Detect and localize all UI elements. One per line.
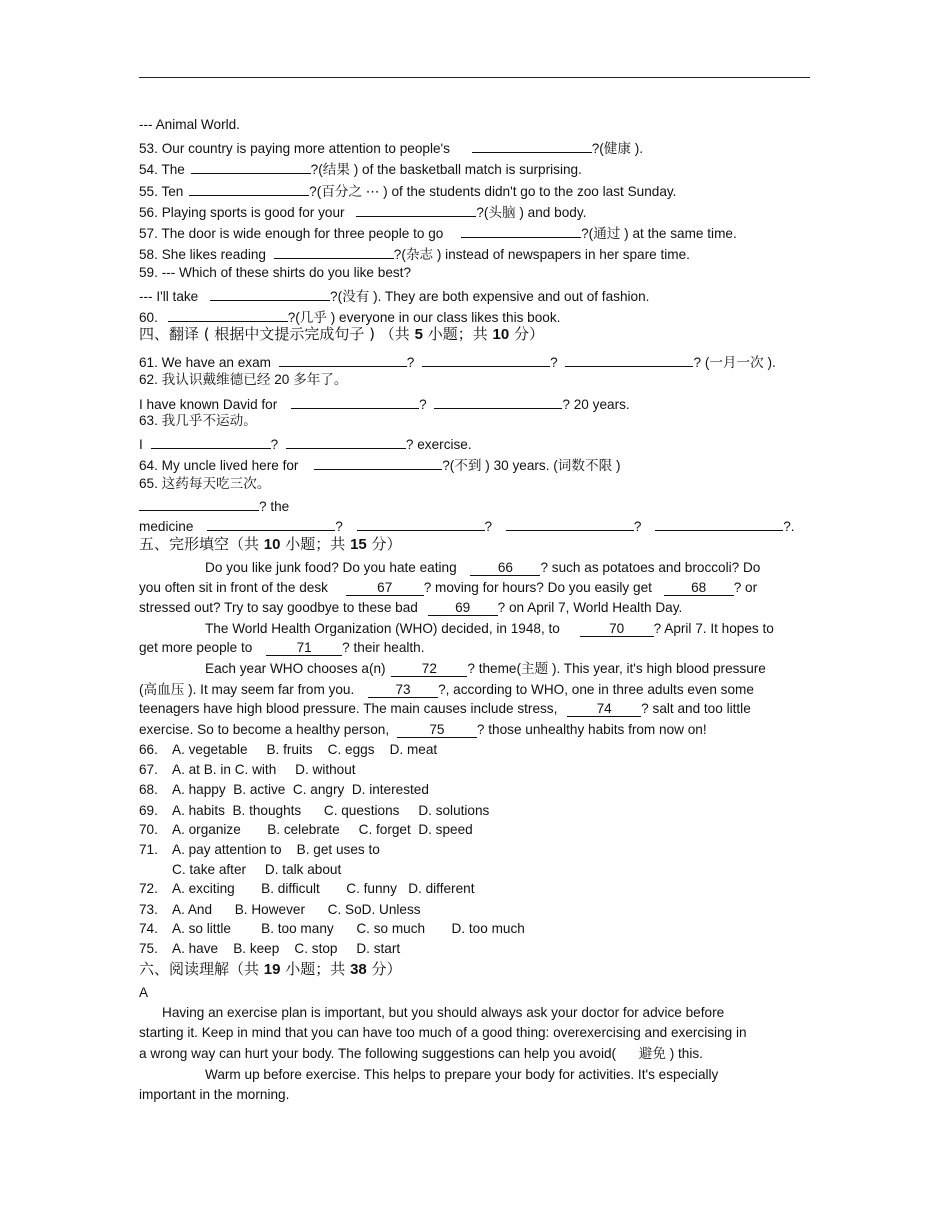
question-63-chinese: 63. 我几乎不运动。	[139, 413, 257, 428]
q-text: Our country is paying more attention to people's	[161, 141, 450, 156]
q-mark: ?	[693, 355, 702, 370]
q-mark: ?	[467, 661, 475, 676]
q-mark: ?	[540, 560, 548, 575]
question-count: 10	[263, 536, 281, 553]
answer-blank[interactable]	[151, 433, 271, 449]
answer-blank[interactable]	[356, 201, 476, 217]
cloze-line	[205, 620, 774, 638]
answer-blank[interactable]	[655, 515, 783, 531]
q-num: 58.	[139, 247, 158, 262]
option-text[interactable]: A. vegetable B. fruits C. eggs D. meat	[172, 742, 438, 757]
cloze-text: The World Health Organization (WHO) decided, in 1948, to	[205, 621, 560, 636]
q-num: 59.	[139, 265, 158, 280]
answer-blank[interactable]	[279, 351, 407, 367]
hint: (通过 ) at the same time.	[588, 226, 737, 241]
title-text: 小题；共	[427, 325, 488, 343]
question-65	[139, 495, 289, 516]
option-row	[139, 841, 380, 859]
option-text[interactable]: A. at B. in C. with D. without	[172, 762, 356, 777]
answer-blank[interactable]	[357, 515, 485, 531]
q-mark: ?	[783, 519, 791, 534]
cloze-text: , according to WHO, one in three adults even some	[445, 682, 754, 697]
q-mark: ?	[733, 580, 742, 595]
q-text: exercise.	[417, 437, 472, 452]
cloze-text: those unhealthy habits from now on!	[488, 722, 707, 737]
cloze-text: stressed out? Try to say goodbye to these bad	[139, 600, 418, 615]
q-mark: ?	[633, 519, 642, 534]
q-mark: ?	[405, 437, 414, 452]
q-mark: ?	[641, 701, 649, 716]
q-mark: ?	[484, 519, 493, 534]
question-62	[139, 393, 630, 414]
cloze-line	[139, 700, 751, 718]
answer-blank[interactable]	[191, 158, 311, 174]
cloze-line	[139, 721, 707, 739]
q-text: 64. My uncle lived here for	[139, 458, 299, 473]
option-num: 72.	[139, 881, 158, 896]
title-text: 五、完形填空（共	[139, 535, 260, 553]
answer-blank[interactable]	[291, 393, 419, 409]
hint: (结果 ) of the basketball match is surprising.	[318, 162, 582, 177]
option-text[interactable]: A. so little B. too many C. so much D. too much	[172, 921, 525, 936]
q-num: 55.	[139, 184, 158, 199]
q-mark: ?	[497, 600, 506, 615]
hint: (一月一次 ).	[704, 355, 776, 370]
q-text: I	[139, 437, 143, 452]
passage-label: A	[139, 985, 149, 1000]
title-text: 分）	[513, 325, 544, 343]
q-mark: ?	[423, 580, 432, 595]
q-text: The door is wide enough for three people to go	[161, 226, 444, 241]
option-text[interactable]: A. happy B. active C. angry D. interested	[172, 782, 429, 797]
option-text[interactable]: A. pay attention to B. get uses to	[172, 842, 380, 857]
question-65-line2	[139, 515, 795, 536]
q-num: 56.	[139, 205, 158, 220]
q-text: 20 years.	[573, 397, 630, 412]
q-mark: ?	[309, 184, 317, 199]
answer-blank[interactable]	[472, 137, 592, 153]
q-num: 57.	[139, 226, 158, 241]
question-57	[139, 222, 737, 243]
q-text: --- I'll take	[139, 289, 199, 304]
cloze-line	[139, 681, 754, 699]
option-row	[139, 741, 437, 759]
q-mark: ?	[550, 355, 558, 370]
q-num: 60.	[139, 310, 158, 325]
question-count: 5	[414, 326, 423, 343]
passage-line: Having an exercise plan is important, but you should always ask your doctor for advice before	[162, 1005, 725, 1020]
cloze-blank-68[interactable]: 68	[664, 580, 734, 596]
question-62-chinese: 62. 我认识戴维德已经 20 多年了。	[139, 372, 348, 387]
cloze-blank-67[interactable]: 67	[346, 580, 424, 596]
answer-blank[interactable]	[210, 285, 330, 301]
text-line: --- Animal World.	[139, 117, 240, 132]
title-text: 六、阅读理解（共	[139, 960, 260, 978]
option-num: 73.	[139, 902, 158, 917]
cloze-blank-66[interactable]: 66	[470, 560, 540, 576]
q-text: Playing sports is good for your	[161, 205, 345, 220]
cloze-text: Each year WHO chooses a(n)	[205, 661, 386, 676]
cloze-line	[139, 639, 425, 657]
q-num: 54.	[139, 162, 158, 177]
question-65-chinese: 65. 这药每天吃三次。	[139, 476, 271, 491]
option-row	[139, 920, 525, 938]
hint: (杂志 ) instead of newspapers in her spare time.	[401, 247, 690, 262]
q-mark: ?	[653, 621, 662, 636]
q-mark: ?	[310, 162, 319, 177]
option-text[interactable]: A. exciting B. difficult C. funny D. different	[172, 881, 475, 896]
q-text: --- Which of these shirts do you like best?	[161, 265, 412, 280]
q-mark: ?	[287, 310, 296, 325]
q-mark: ?	[438, 682, 446, 697]
cloze-blank-69[interactable]: 69	[428, 600, 498, 616]
section-5-title	[139, 535, 402, 554]
score-count: 10	[492, 326, 510, 343]
passage-line: a wrong way can hurt your body. The following suggestions can help you avoid( 避免 ) this.	[139, 1046, 703, 1061]
cloze-text: exercise. So to become a healthy person,	[139, 722, 390, 737]
hint: (几乎 ) everyone in our class likes this book.	[295, 310, 561, 325]
option-row	[139, 802, 489, 820]
section-6-title	[139, 960, 402, 979]
question-56	[139, 201, 586, 222]
q-mark: ?	[591, 141, 600, 156]
cloze-line	[205, 559, 760, 577]
question-59-answer	[139, 285, 649, 306]
cloze-text: theme(主题 ). This year, it's high blood pressure	[478, 661, 766, 676]
question-60	[139, 306, 560, 327]
q-mark: ?	[342, 640, 350, 655]
cloze-line	[139, 579, 757, 597]
hint: (不到 ) 30 years. (词数不限 )	[449, 458, 621, 473]
passage-line: starting it. Keep in mind that you can have too much of a good thing: overexercising and exercising in	[139, 1025, 747, 1040]
answer-blank[interactable]	[189, 180, 309, 196]
cloze-text: get more people to	[139, 640, 253, 655]
cloze-line	[139, 599, 682, 617]
answer-blank[interactable]	[274, 243, 394, 259]
passage-line: important in the morning.	[139, 1087, 290, 1102]
score-count: 38	[350, 961, 367, 978]
option-num: 69.	[139, 803, 158, 818]
option-row	[139, 861, 341, 879]
q-text: medicine	[139, 519, 194, 534]
option-num: 68.	[139, 782, 158, 797]
option-num: 67.	[139, 762, 158, 777]
q-num: 53.	[139, 141, 158, 156]
answer-blank[interactable]	[422, 351, 550, 367]
answer-blank[interactable]	[286, 433, 406, 449]
q-text: the	[270, 499, 290, 514]
cloze-text: moving for hours? Do you easily get	[435, 580, 652, 595]
question-59	[139, 264, 411, 282]
q-text: The	[161, 162, 185, 177]
title-text: 小题；共	[285, 535, 346, 553]
answer-blank[interactable]	[434, 393, 562, 409]
q-mark: ?	[562, 397, 570, 412]
hint: (健康 ).	[599, 141, 644, 156]
title-text: 分）	[371, 960, 402, 978]
q-mark: ?	[259, 499, 267, 514]
cloze-blank-74[interactable]: 74	[567, 701, 641, 717]
answer-blank[interactable]	[506, 515, 634, 531]
cloze-text: their health.	[353, 640, 425, 655]
option-text[interactable]: A. organize B. celebrate C. forget D. speed	[172, 822, 473, 837]
answer-blank[interactable]	[314, 454, 442, 470]
cloze-text: April 7. It hopes to	[664, 621, 774, 636]
cloze-line	[205, 660, 766, 678]
cloze-text: teenagers have high blood pressure. The main causes include stress,	[139, 701, 558, 716]
q-mark: ?	[335, 519, 343, 534]
question-55	[139, 180, 676, 201]
q-text: .	[790, 519, 795, 534]
cloze-text: salt and too little	[652, 701, 751, 716]
answer-blank[interactable]	[207, 515, 335, 531]
q-mark: ?	[476, 205, 484, 220]
q-text: Ten	[161, 184, 184, 199]
q-mark: ?	[393, 247, 402, 262]
score-count: 15	[350, 536, 367, 553]
cloze-text: or	[745, 580, 758, 595]
q-text: She likes reading	[161, 247, 266, 262]
title-text: 小题；共	[285, 960, 346, 978]
hint: (百分之 ⋯ ) of the students didn't go to the zoo last Sunday.	[316, 184, 677, 199]
cloze-text: you often sit in front of the desk	[139, 580, 328, 595]
question-53	[139, 137, 643, 158]
section-4-title	[139, 325, 544, 344]
question-61	[139, 351, 776, 372]
option-row	[139, 880, 474, 898]
question-63	[139, 433, 472, 454]
q-mark: ?	[476, 722, 485, 737]
hint: (没有 ). They are both expensive and out of fashion.	[337, 289, 650, 304]
answer-blank[interactable]	[168, 306, 288, 322]
option-num: 75.	[139, 941, 158, 956]
q-text: I have known David for	[139, 397, 278, 412]
option-num: 74.	[139, 921, 158, 936]
option-text[interactable]: C. take after D. talk about	[172, 862, 342, 877]
option-row	[139, 940, 400, 958]
q-mark: ?	[442, 458, 450, 473]
cloze-text: on April 7, World Health Day.	[508, 600, 683, 615]
answer-blank[interactable]	[461, 222, 581, 238]
question-64	[139, 454, 620, 475]
option-text[interactable]: A. have B. keep C. stop D. start	[172, 941, 401, 956]
answer-blank[interactable]	[139, 495, 259, 511]
option-row	[139, 901, 421, 919]
question-58	[139, 243, 690, 264]
q-mark: ?	[406, 355, 415, 370]
passage-line: Warm up before exercise. This helps to prepare your body for activities. It's especially	[205, 1067, 719, 1082]
cloze-text: (高血压 ). It may seem far from you.	[139, 682, 355, 697]
title-text: 分）	[371, 535, 402, 553]
option-row	[139, 781, 429, 799]
question-54	[139, 158, 582, 179]
hint: (头脑 ) and body.	[483, 205, 587, 220]
cloze-blank-70[interactable]: 70	[580, 621, 654, 637]
cloze-blank-71[interactable]: 71	[266, 640, 342, 656]
option-num: 70.	[139, 822, 158, 837]
title-text: 四、翻译 ( 根据中文提示完成句子 ) （共	[139, 325, 410, 343]
q-mark: ?	[270, 437, 279, 452]
q-mark: ?	[419, 397, 427, 412]
header-rule	[139, 77, 810, 78]
option-text[interactable]: A. And B. However C. SoD. Unless	[172, 902, 421, 917]
option-num: 71.	[139, 842, 158, 857]
cloze-text: such as potatoes and broccoli? Do	[551, 560, 761, 575]
option-row	[139, 761, 356, 779]
answer-blank[interactable]	[565, 351, 693, 367]
cloze-blank-72[interactable]: 72	[391, 661, 467, 677]
cloze-blank-73[interactable]: 73	[368, 682, 438, 698]
q-mark: ?	[581, 226, 589, 241]
option-num: 66.	[139, 742, 158, 757]
option-text[interactable]: A. habits B. thoughts C. questions D. solutions	[172, 803, 490, 818]
cloze-blank-75[interactable]: 75	[397, 722, 477, 738]
option-row	[139, 821, 473, 839]
question-count: 19	[263, 961, 281, 978]
q-mark: ?	[330, 289, 338, 304]
q-text: 61. We have an exam	[139, 355, 271, 370]
cloze-text: Do you like junk food? Do you hate eating	[205, 560, 457, 575]
